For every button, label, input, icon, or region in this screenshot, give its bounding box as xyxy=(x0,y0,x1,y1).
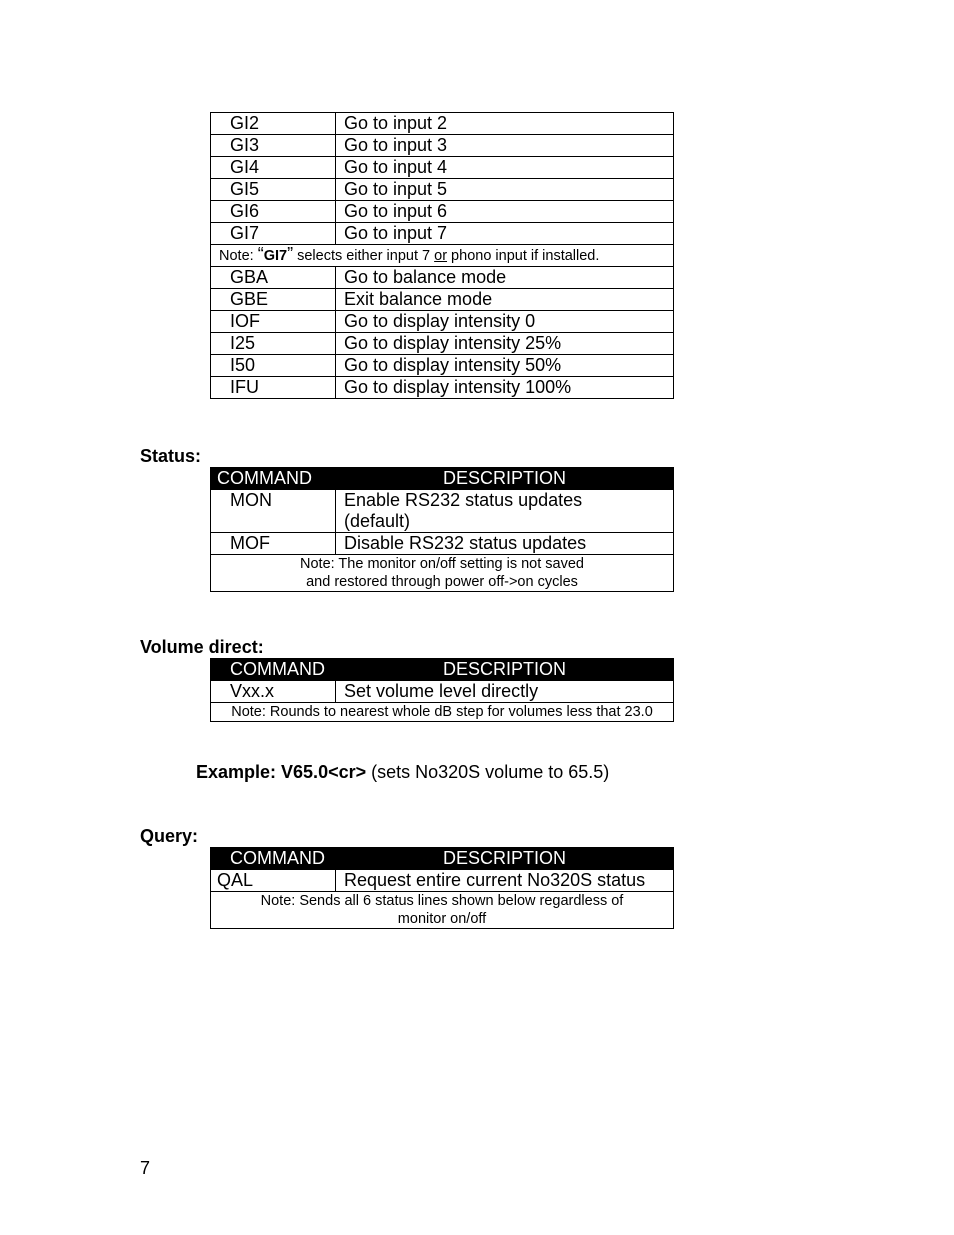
command-cell: I25 xyxy=(211,333,336,355)
description-cell: Go to input 3 xyxy=(336,135,674,157)
volume-direct-heading: Volume direct: xyxy=(140,637,264,657)
open-quote: “ xyxy=(257,244,264,264)
query-heading: Query: xyxy=(140,826,199,846)
table-row xyxy=(211,113,674,135)
table-row xyxy=(211,223,674,245)
table-header-row xyxy=(211,659,674,681)
command-cell: QAL xyxy=(211,870,336,892)
description-cell: Go to input 7 xyxy=(336,223,674,245)
description-cell: Go to balance mode xyxy=(336,267,674,289)
example-line xyxy=(196,761,609,783)
table-row xyxy=(211,355,674,377)
query-note: Note: Sends all 6 status lines shown below regardless of monitor on/off xyxy=(211,892,674,929)
description-header: DESCRIPTION xyxy=(336,468,674,490)
command-cell: GBE xyxy=(211,289,336,311)
command-cell: IOF xyxy=(211,311,336,333)
description-cell: Go to display intensity 25% xyxy=(336,333,674,355)
table-row xyxy=(211,267,674,289)
command-cell: IFU xyxy=(211,377,336,399)
status-note-line-1: Note: The monitor on/off setting is not saved xyxy=(300,556,584,572)
example-explanation: (sets No320S volume to 65.5) xyxy=(366,762,610,782)
description-cell: Enable RS232 status updates (default) xyxy=(336,490,674,533)
table-header-row xyxy=(211,848,674,870)
description-cell: Set volume level directly xyxy=(336,681,674,703)
description-cell: Go to input 6 xyxy=(336,201,674,223)
description-cell: Go to display intensity 100% xyxy=(336,377,674,399)
table-row xyxy=(211,157,674,179)
description-cell: Request entire current No320S status xyxy=(336,870,674,892)
command-header: COMMAND xyxy=(211,468,336,490)
example-command: Example: V65.0<cr> xyxy=(196,762,367,782)
table-row xyxy=(211,179,674,201)
status-note xyxy=(211,555,674,592)
page-number: 7 xyxy=(140,1158,151,1178)
table-row xyxy=(211,870,674,892)
description-header: DESCRIPTION xyxy=(336,848,674,870)
description-cell: Go to input 2 xyxy=(336,113,674,135)
status-table xyxy=(210,467,674,592)
table-row xyxy=(211,377,674,399)
command-cell: Vxx.x xyxy=(211,681,336,703)
close-quote: ” xyxy=(287,244,294,264)
command-cell: I50 xyxy=(211,355,336,377)
note-row xyxy=(211,245,674,267)
note-middle: selects either input 7 xyxy=(293,248,435,264)
description-cell: Go to display intensity 50% xyxy=(336,355,674,377)
status-heading: Status: xyxy=(140,446,202,466)
command-header: COMMAND xyxy=(211,848,336,870)
description-cell: Go to input 4 xyxy=(336,157,674,179)
table-header-row xyxy=(211,468,674,490)
command-cell: GI5 xyxy=(211,179,336,201)
note-row xyxy=(211,555,674,592)
table-row xyxy=(211,289,674,311)
description-cell: Exit balance mode xyxy=(336,289,674,311)
command-cell: GI6 xyxy=(211,201,336,223)
note-prefix: Note: xyxy=(219,248,258,264)
note-bold-command: GI7 xyxy=(263,248,288,264)
table-row xyxy=(211,135,674,157)
note-underlined: or xyxy=(434,248,448,264)
table-row xyxy=(211,333,674,355)
command-cell: MOF xyxy=(211,533,336,555)
command-header: COMMAND xyxy=(211,659,336,681)
description-header: DESCRIPTION xyxy=(336,659,674,681)
table-row xyxy=(211,681,674,703)
note-suffix: phono input if installed. xyxy=(447,248,600,264)
description-cell: Go to input 5 xyxy=(336,179,674,201)
query-table xyxy=(210,847,674,929)
volume-note: Note: Rounds to nearest whole dB step for volumes less that 23.0 xyxy=(211,703,674,722)
description-cell: Go to display intensity 0 xyxy=(336,311,674,333)
note-row xyxy=(211,892,674,929)
command-cell: GI4 xyxy=(211,157,336,179)
input-commands-table xyxy=(210,112,674,399)
table-row xyxy=(211,533,674,555)
command-cell: GBA xyxy=(211,267,336,289)
description-cell: Disable RS232 status updates xyxy=(336,533,674,555)
table-row xyxy=(211,201,674,223)
status-note-line-2: and restored through power off->on cycles xyxy=(306,574,578,590)
gi7-note xyxy=(211,245,674,267)
table-row xyxy=(211,490,674,533)
table-row xyxy=(211,311,674,333)
command-cell: GI3 xyxy=(211,135,336,157)
command-cell: MON xyxy=(211,490,336,533)
volume-table xyxy=(210,658,674,722)
note-row xyxy=(211,703,674,722)
command-cell: GI7 xyxy=(211,223,336,245)
command-cell: GI2 xyxy=(211,113,336,135)
